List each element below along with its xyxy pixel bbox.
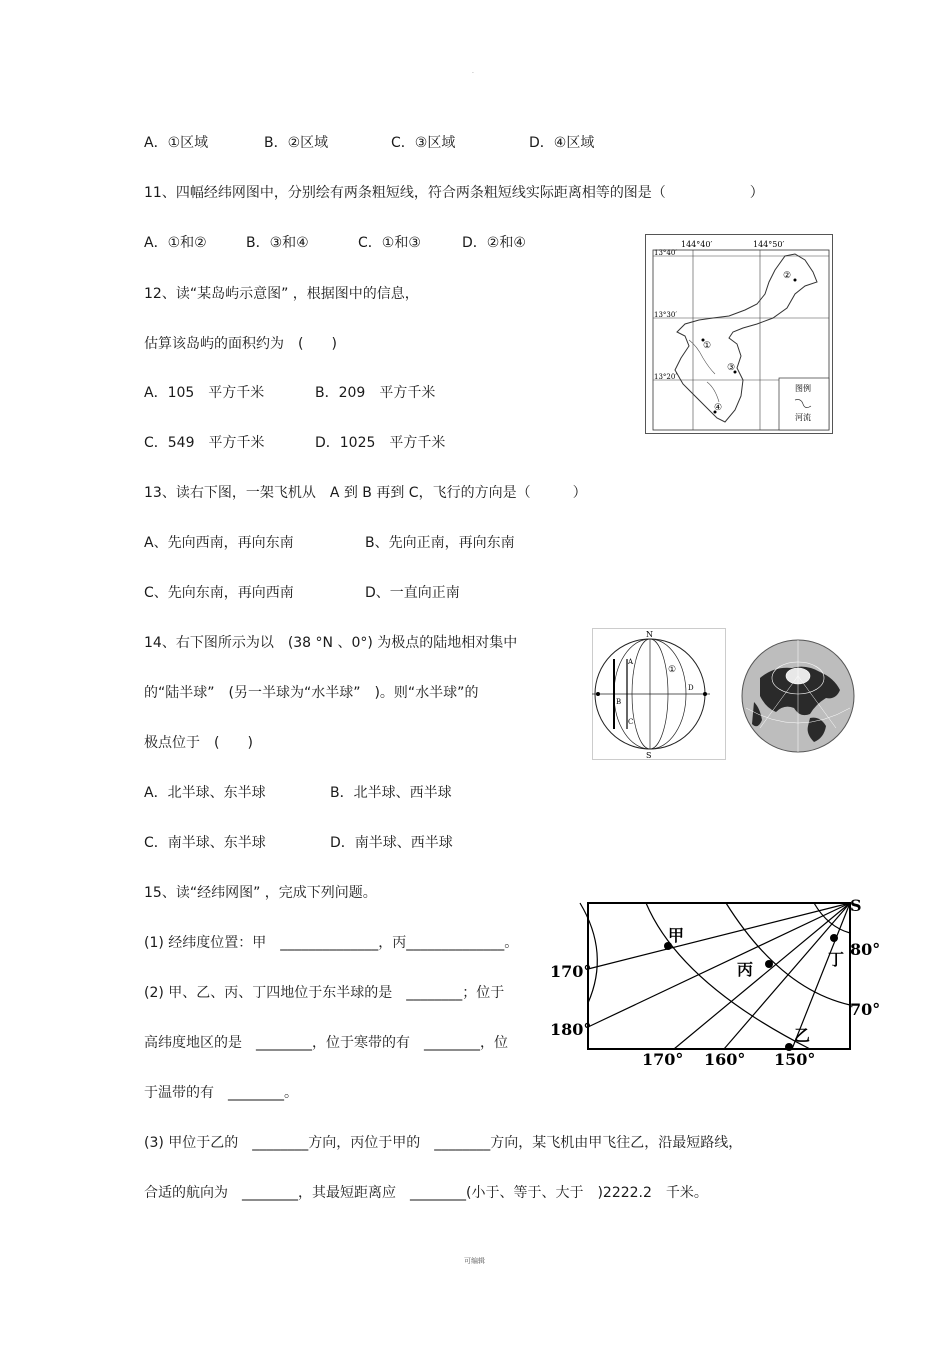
q12-option-d: D．1025 平方千米 [315, 435, 446, 451]
left-lon-label-180: 180° [550, 1020, 592, 1039]
footer-editable-note: 可编辑 [464, 1257, 485, 1265]
q13-option-a: A、先向西南，再向东南 [144, 535, 294, 551]
point-bing [765, 960, 773, 968]
left-lon-label-170: 170° [550, 962, 592, 981]
q14-option-c: C．南半球、东半球 [144, 835, 266, 851]
q15-part3-line2: 合适的航向为 ________，其最短距离应 ________(小于、等于、大于 )2222.2 千米。 [144, 1185, 708, 1201]
q11-option-b: B．③和④ [246, 235, 309, 251]
legend-river-label: 河流 [795, 413, 811, 422]
lon-label: 144°50′ [753, 240, 785, 249]
globe-diagram-svg [592, 628, 726, 760]
right-lat-label-80: 80° [850, 940, 881, 959]
bottom-lon-label-160: 160° [704, 1050, 746, 1069]
q12-stem-line2: 估算该岛屿的面积约为 ( ) [144, 336, 337, 352]
q13-option-c: C、先向东南，再向西南 [144, 585, 294, 601]
lat-label: 13°30′ [654, 311, 677, 319]
q14-option-b: B．北半球、西半球 [330, 785, 452, 801]
q14-option-a: A．北半球、东半球 [144, 785, 266, 801]
parallel-arc [646, 903, 810, 1049]
q14-stem-line3: 极点位于 ( ) [144, 735, 253, 751]
island-map-svg [645, 234, 833, 434]
label-bing: 丙 [737, 960, 754, 979]
globe-diagram [592, 628, 726, 760]
pole-label-s: S [850, 896, 862, 915]
globe-label-b: B [616, 698, 622, 706]
bottom-lon-label-170: 170° [642, 1050, 684, 1069]
q15-stem: 15、读“经纬网图” ，完成下列问题。 [144, 885, 377, 901]
lat-label: 13°40′ [654, 249, 677, 257]
q14-stem-line2: 的“陆半球” (另一半球为“水半球” )。则“水半球”的 [144, 685, 479, 701]
bottom-lon-label-150: 150° [774, 1050, 816, 1069]
globe-label-a: A [628, 658, 634, 666]
polar-graticule-diagram [550, 893, 882, 1071]
right-lat-label-70: 70° [850, 1000, 881, 1019]
q11-option-c: C．①和③ [358, 235, 421, 251]
q13-option-d: D、一直向正南 [365, 585, 460, 601]
q12-option-b: B．209 平方千米 [315, 385, 436, 401]
q15-part2-line2: 高纬度地区的是 ________，位于寒带的有 ________，位 [144, 1035, 508, 1051]
label-ding: 丁 [828, 950, 845, 969]
lon-label: 144°40′ [681, 240, 713, 249]
region-label-3: ③ [727, 363, 736, 373]
label-yi: 乙 [794, 1026, 811, 1045]
q10-option-d: D．④区域 [529, 135, 595, 151]
q14-option-d: D．南半球、西半球 [330, 835, 453, 851]
region-label-4: ④ [714, 403, 723, 413]
point-ding [830, 934, 838, 942]
region-marker [794, 279, 797, 282]
top-mark: · [472, 70, 474, 77]
q13-option-b: B、先向正南，再向东南 [365, 535, 515, 551]
region-label-2: ② [783, 271, 792, 281]
globe-label-n: N [646, 630, 653, 639]
land-hemisphere-globe [740, 638, 856, 754]
q10-option-b: B．②区域 [264, 135, 329, 151]
label-jia: 甲 [668, 926, 685, 945]
q14-stem-line1: 14、右下图所示为以 (38 °N 、0°) 为极点的陆地相对集中 [144, 635, 518, 651]
q15-part2-line1: (2) 甲、乙、丙、丁四地位于东半球的是 ________；位于 [144, 985, 505, 1001]
q15-part1: (1) 经纬度位置：甲 ______________，丙______________。 [144, 935, 519, 951]
point-west [596, 692, 600, 696]
q12-stem-line1: 12、读“某岛屿示意图” ，根据图中的信息， [144, 286, 419, 302]
q13-stem: 13、读右下图，一架飞机从 A 到 B 再到 C，飞行的方向是（ ） [144, 485, 587, 501]
region-label-1: ① [703, 341, 712, 351]
point-d [703, 692, 707, 696]
graticule-frame [588, 903, 850, 1049]
meridian-line [588, 903, 850, 1027]
q11-option-d: D．②和④ [462, 235, 526, 251]
polar-graticule-svg [550, 893, 882, 1071]
legend-title: 图例 [795, 384, 811, 393]
land-hemisphere-globe-svg [740, 638, 856, 754]
q12-option-a: A．105 平方千米 [144, 385, 265, 401]
globe-label-circle-1: ① [668, 665, 677, 675]
q11-option-a: A．①和② [144, 235, 207, 251]
q12-option-c: C．549 平方千米 [144, 435, 265, 451]
globe-label-c: C [628, 718, 634, 726]
q15-part2-line3: 于温带的有 ________。 [144, 1085, 298, 1101]
lat-label: 13°20′ [654, 373, 677, 381]
globe-label-s: S [646, 751, 652, 760]
island-map [645, 234, 833, 434]
q15-part3-line1: (3) 甲位于乙的 ________方向，丙位于甲的 ________方向，某飞机由甲飞往乙，沿最短路线， [144, 1135, 743, 1151]
q11-stem: 11、四幅经纬网图中，分别绘有两条粗短线，符合两条粗短线实际距离相等的图是（ ） [144, 185, 764, 201]
globe-label-d: D [688, 684, 694, 692]
q10-option-c: C．③区域 [391, 135, 456, 151]
q10-option-a: A．①区域 [144, 135, 209, 151]
